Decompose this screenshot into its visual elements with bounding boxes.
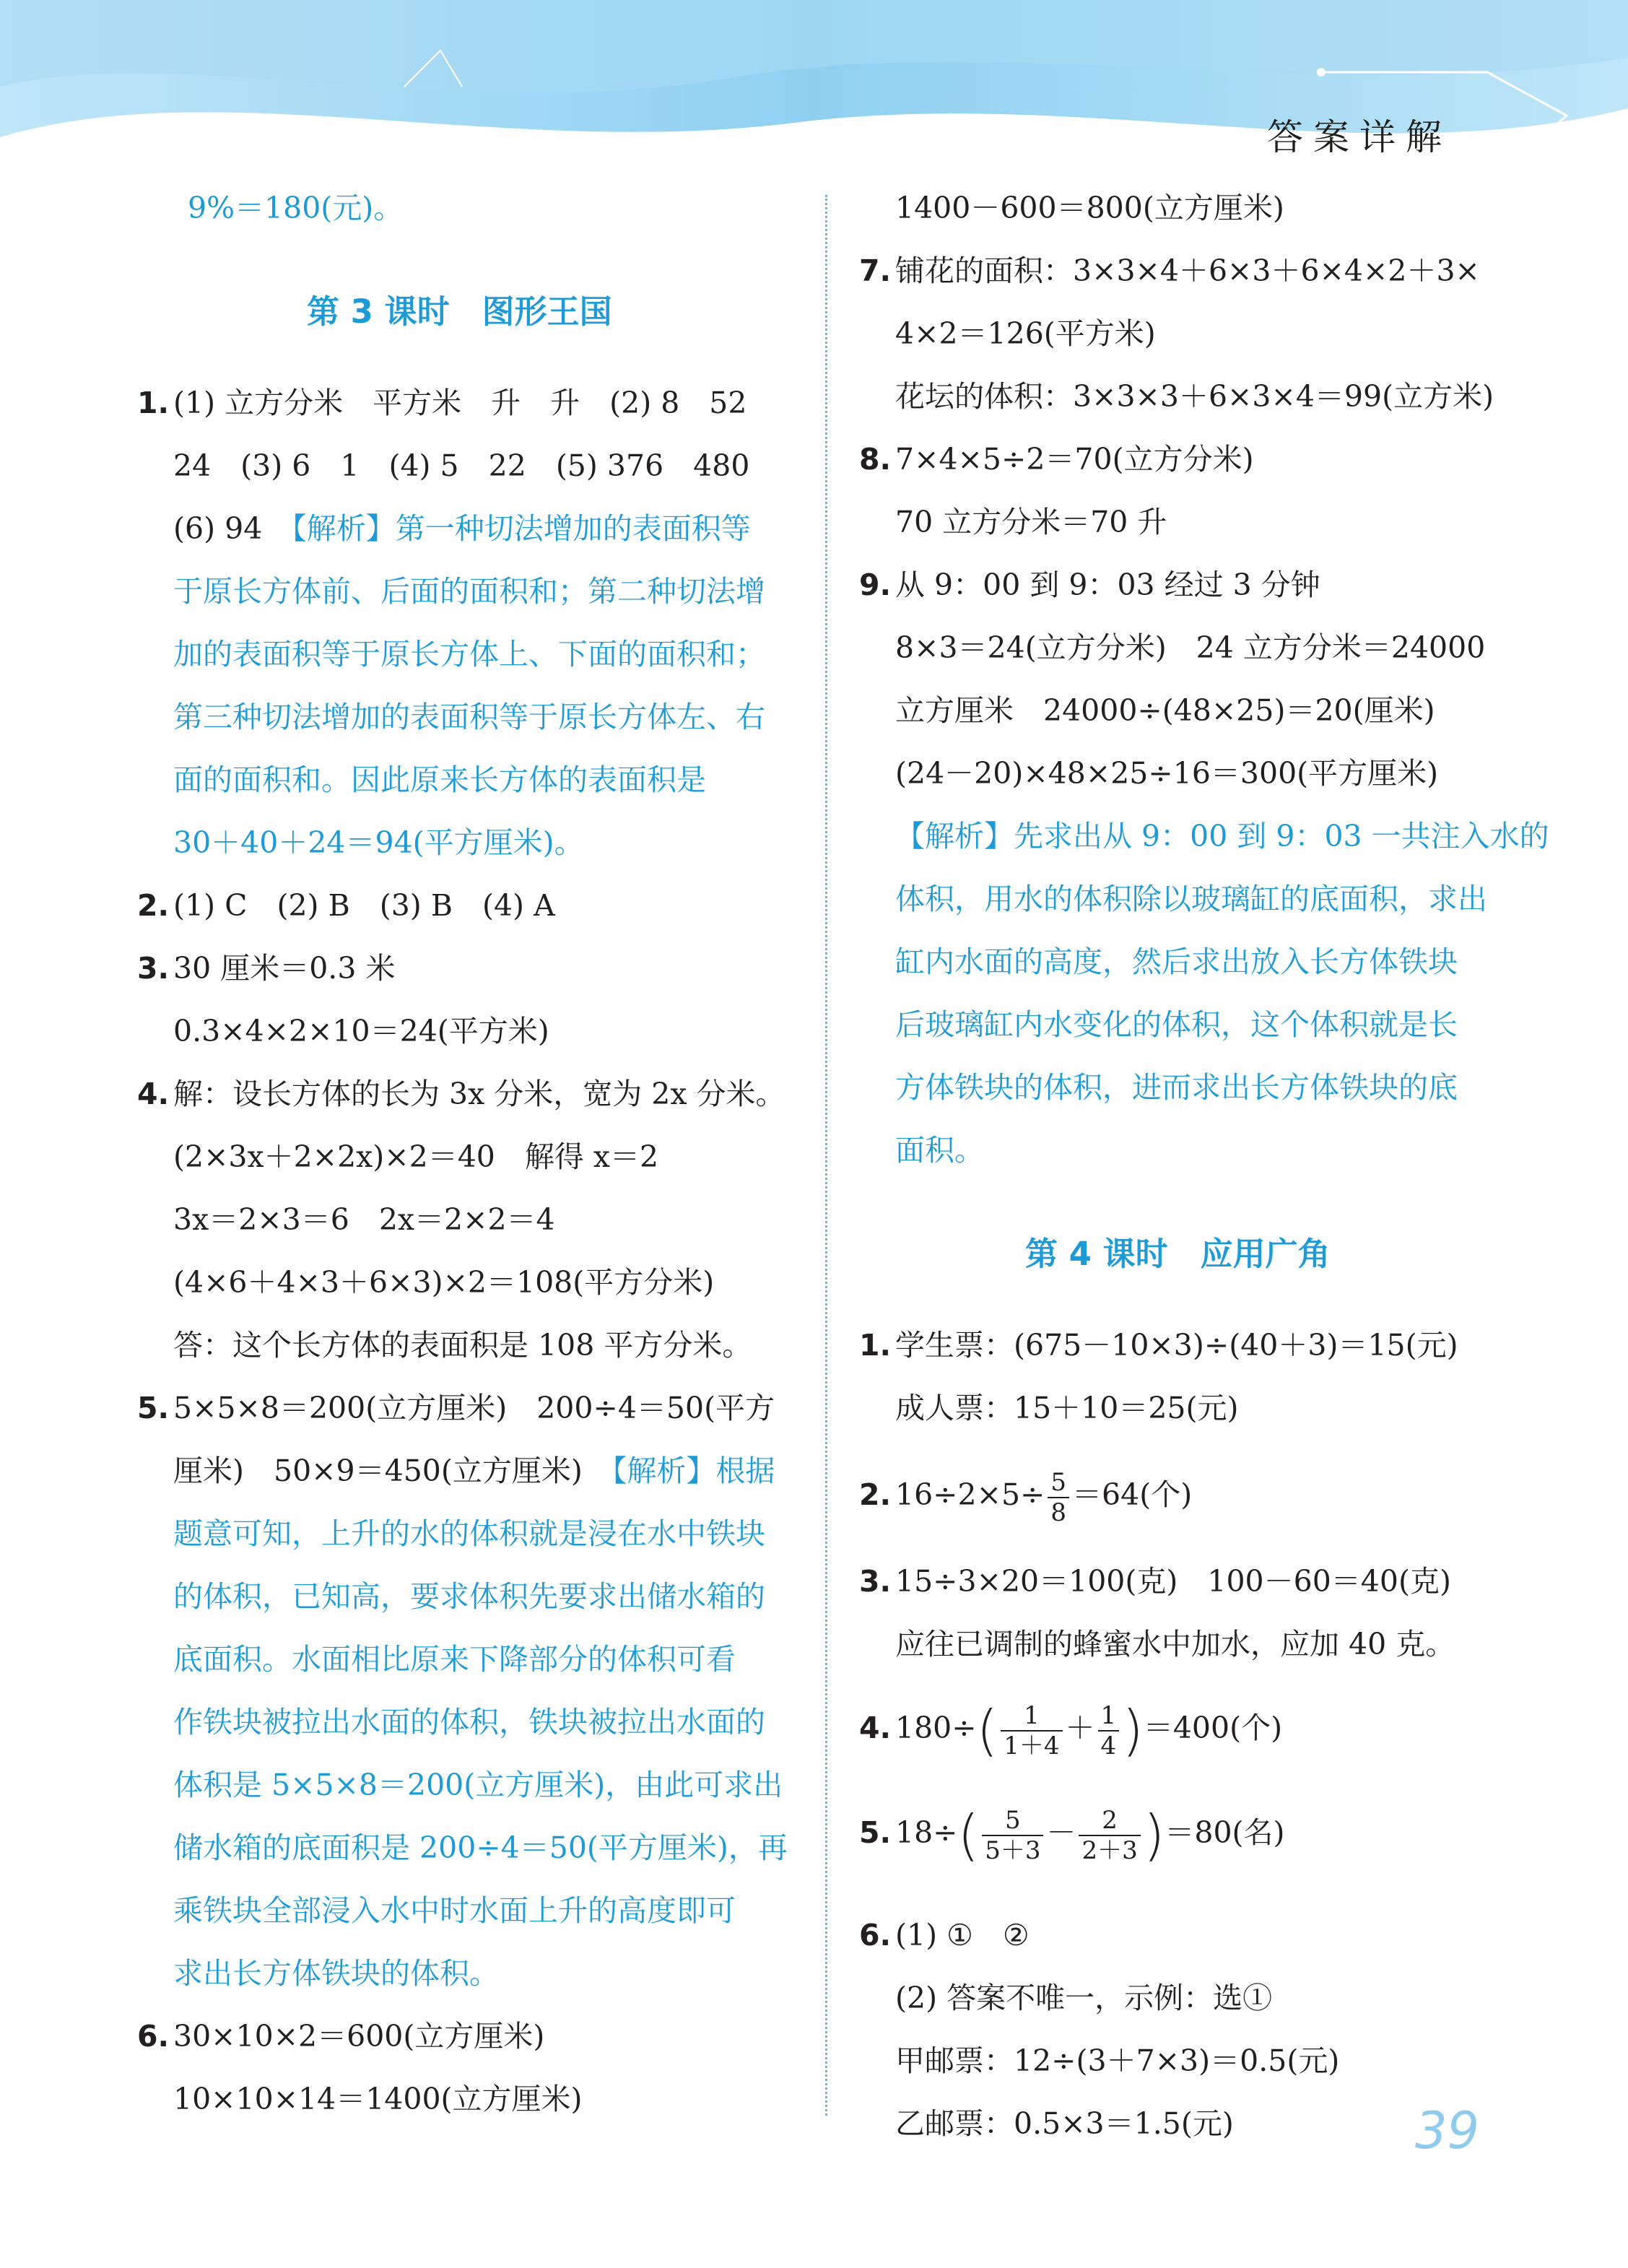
operator: ＋ <box>1065 1711 1095 1745</box>
answer-line: 24 (3) 6 1 (4) 5 22 (5) 376 480 <box>173 448 750 483</box>
expr-text: ＝400(个) <box>1143 1711 1283 1745</box>
answer-text: 厘米) 50×9＝450(立方厘米) <box>173 1454 612 1488</box>
analysis-line: 方体铁块的体积，进而求出长方体铁块的底 <box>895 1070 1458 1105</box>
analysis-line: 的体积，已知高，要求体积先要求出储水箱的 <box>173 1579 765 1614</box>
expr-text: 16÷2×5÷ <box>895 1477 1045 1512</box>
question-number: 4. <box>137 1077 170 1111</box>
analysis-line: 题意可知，上升的水的体积就是浸在水中铁块 <box>173 1516 765 1551</box>
answer-line: (2×3x＋2×2x)×2＝40 解得 x＝2 <box>173 1139 659 1174</box>
answer-line: 解：设长方体的长为 3x 分米，宽为 2x 分米。 <box>173 1077 785 1111</box>
answer-line: 成人票：15＋10＝25(元) <box>895 1391 1239 1425</box>
analysis-line: 求出长方体铁块的体积。 <box>173 1956 499 1991</box>
answer-line: 铺花的面积：3×3×4＋6×3＋6×4×2＋3× <box>895 253 1480 288</box>
analysis-line: 作铁块被拉出水面的体积，铁块被拉出水面的 <box>173 1705 765 1739</box>
operator: － <box>1046 1815 1076 1850</box>
question-number: 4. <box>859 1711 892 1745</box>
question-number: 6. <box>859 1918 892 1952</box>
numerator: 5 <box>1048 1468 1069 1498</box>
answer-line: 甲邮票：12÷(3＋7×3)＝0.5(元) <box>895 2043 1340 2078</box>
answer-line: 乙邮票：0.5×3＝1.5(元) <box>895 2106 1234 2141</box>
analysis-line: 乘铁块全部浸入水中时水面上升的高度即可 <box>173 1893 736 1928</box>
expr-text: ＝80(名) <box>1165 1815 1285 1850</box>
question-number: 1. <box>137 386 170 420</box>
denominator: 1＋4 <box>1004 1731 1060 1760</box>
analysis-line: 体积，用水的体积除以玻璃缸的底面积，求出 <box>895 882 1487 916</box>
question-number: 2. <box>137 888 170 923</box>
analysis-line: 第三种切法增加的表面积等于原长方体左、右 <box>173 700 765 734</box>
question-number: 3. <box>859 1564 892 1599</box>
analysis-line: 面的面积和。因此原来长方体的表面积是 <box>173 762 706 797</box>
question-number: 9. <box>859 568 892 602</box>
fraction <box>1079 1806 1140 1865</box>
numerator: 1 <box>1098 1701 1120 1732</box>
denominator: 2＋3 <box>1081 1835 1138 1865</box>
answer-line: 10×10×14＝1400(立方厘米) <box>173 2082 583 2116</box>
analysis-line: 储水箱的底面积是 200÷4＝50(平方厘米)，再 <box>173 1830 788 1865</box>
header-title: 答案详解 <box>1267 116 1452 158</box>
analysis-line: 加的表面积等于原长方体上、下面的面积和； <box>173 637 765 672</box>
question-number: 5. <box>859 1815 892 1850</box>
answer-line: 应往已调制的蜂蜜水中加水，应加 40 克。 <box>895 1627 1455 1661</box>
question-number: 8. <box>859 442 892 477</box>
answer-line: 答：这个长方体的表面积是 108 平方分米。 <box>173 1328 752 1363</box>
question-number: 6. <box>137 2019 170 2054</box>
expr-text: ＝64(个) <box>1072 1477 1193 1512</box>
fraction <box>1048 1468 1069 1527</box>
analysis-line: 缸内水面的高度，然后求出放入长方体铁块 <box>895 944 1458 979</box>
answer-line: 0.3×4×2×10＝24(平方米) <box>173 1014 549 1048</box>
numerator: 5 <box>982 1806 1043 1836</box>
analysis-line: 【解析】先求出从 9：00 到 9：03 一共注入水的 <box>895 819 1549 853</box>
answer-line: 花坛的体积：3×3×3＋6×3×4＝99(立方米) <box>895 379 1494 414</box>
answer-line: 立方厘米 24000÷(48×25)＝20(厘米) <box>895 693 1435 728</box>
answer-line: (2) 答案不唯一，示例：选① <box>895 1981 1273 2015</box>
fraction <box>982 1806 1043 1865</box>
answer-line: 70 立方分米＝70 升 <box>895 505 1167 539</box>
answer-line <box>173 1451 775 1491</box>
answer-line: 15÷3×20＝100(克) 100－60＝40(克) <box>895 1564 1451 1599</box>
column-divider <box>825 195 827 2116</box>
denominator: 4 <box>1100 1731 1117 1760</box>
answer-line: (24－20)×48×25÷16＝300(平方厘米) <box>895 756 1439 791</box>
right-paren: ) <box>1122 1698 1144 1763</box>
analysis-line: 体积是 5×5×8＝200(立方厘米)，由此可求出 <box>173 1768 783 1802</box>
header-wave-banner <box>0 0 1628 209</box>
answer-line: 3x＝2×3＝6 2x＝2×2＝4 <box>173 1202 555 1237</box>
answer-line: 8×3＝24(立方分米) 24 立方分米＝24000 <box>895 630 1486 665</box>
expr-text: 18÷ <box>895 1815 958 1850</box>
answer-line: 学生票：(675－10×3)÷(40＋3)＝15(元) <box>895 1328 1458 1363</box>
answer-line: 7×4×5÷2＝70(立方分米) <box>895 442 1254 477</box>
answer-line: 9%＝180(元)。 <box>188 191 404 225</box>
denominator: 8 <box>1050 1498 1067 1527</box>
right-paren: ) <box>1143 1802 1165 1867</box>
section-title-lesson-4: 第 4 课时 应用广角 <box>1025 1235 1331 1273</box>
answer-text: (6) 94 <box>173 511 292 546</box>
denominator: 5＋3 <box>985 1835 1041 1865</box>
answer-line: 4×2＝126(平方米) <box>895 316 1156 351</box>
fraction <box>1098 1701 1120 1760</box>
left-paren: ( <box>976 1698 998 1763</box>
answer-line: 5×5×8＝200(立方厘米) 200÷4＝50(平方 <box>173 1391 775 1425</box>
question-number: 1. <box>859 1328 892 1363</box>
answer-line: (1) C (2) B (3) B (4) A <box>173 888 555 923</box>
left-paren: ( <box>957 1802 980 1867</box>
section-title-lesson-3: 第 3 课时 图形王国 <box>307 292 612 331</box>
answer-line: (1) 立方分米 平方米 升 升 (2) 8 52 <box>173 386 747 420</box>
answer-line <box>895 1789 1285 1876</box>
question-number: 2. <box>859 1477 892 1512</box>
analysis-line: 于原长方体前、后面的面积和；第二种切法增 <box>173 574 765 609</box>
question-number: 3. <box>137 951 170 986</box>
analysis-line: 30＋40＋24＝94(平方厘米)。 <box>173 825 584 860</box>
answer-line <box>895 1685 1282 1771</box>
numerator: 1 <box>1001 1701 1062 1732</box>
analysis-line: 后玻璃缸内水变化的体积，这个体积就是长 <box>895 1007 1458 1042</box>
analysis-line: 面积。 <box>895 1133 984 1168</box>
answer-line: 30×10×2＝600(立方厘米) <box>173 2019 545 2054</box>
answer-line: (1) ① ② <box>895 1918 1030 1952</box>
question-number: 7. <box>859 253 892 288</box>
expr-text: 180÷ <box>895 1711 977 1745</box>
analysis-line: 底面积。水面相比原来下降部分的体积可看 <box>173 1642 736 1677</box>
question-number: 5. <box>137 1391 170 1425</box>
page-number: 39 <box>1415 2101 1480 2160</box>
answer-line: 从 9：00 到 9：03 经过 3 分钟 <box>895 568 1320 602</box>
answer-line: (4×6＋4×3＋6×3)×2＝108(平方分米) <box>173 1265 715 1300</box>
answer-line: 1400－600＝800(立方厘米) <box>895 191 1284 225</box>
analysis-text: 【解析】根据 <box>611 1454 775 1488</box>
analysis-text: 【解析】第一种切法增加的表面积等 <box>292 511 751 546</box>
numerator: 2 <box>1079 1806 1140 1836</box>
answer-line <box>895 1451 1192 1538</box>
fraction <box>1001 1701 1062 1760</box>
answer-line: 30 厘米＝0.3 米 <box>173 951 396 986</box>
answer-line <box>173 508 751 549</box>
